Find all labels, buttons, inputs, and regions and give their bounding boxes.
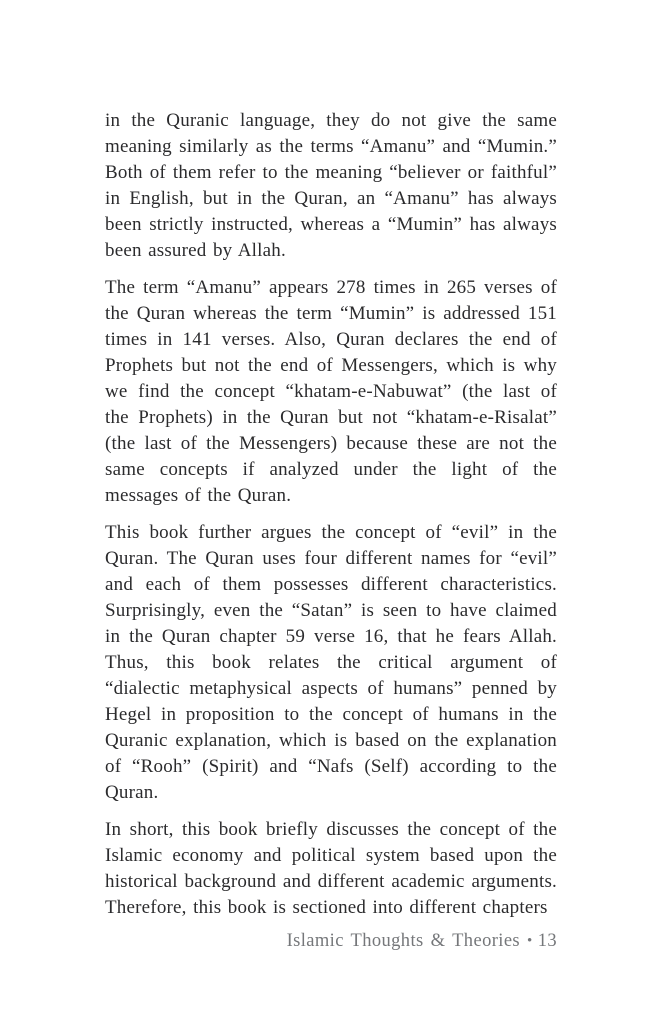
page-number: 13 [537,931,557,951]
paragraph-2: The term “Amanu” appears 278 times in 265 verses of the Quran whereas the term “Mumin” is addressed 151 times in 141 verses. Also, Quran declares the end of Prophets but not the end of Messengers, which is why we find the concept “khatam-e-Nabuwat” (the last of the Prophets) in the Quran but not “khatam-e-Risalat” (the last of the Messengers) because these are not the same concepts if analyzed under the light of the messages of the Quran. [105,277,557,506]
running-title: Islamic Thoughts & Theories [286,931,521,951]
paragraph-1: in the Quranic language, they do not give the same meaning similarly as the terms “Amanu” and “Mumin.” Both of them refer to the meaning “believer or faithful” in English, but in the Quran, an “Amanu” has always been strictly instructed, whereas a “Mumin” has always been assured by Allah. [105,110,557,261]
paragraph-3: This book further argues the concept of “evil” in the Quran. The Quran uses four different names for “evil” and each of them possesses different characteristics. Surprisingly, even the “Satan” is seen to have claimed in the Quran chapter 59 verse 16, that he fears Allah. Thus, this book relates the critical argument of “dialectic metaphysical aspects of humans” penned by Hegel in proposition to the concept of humans in the Quranic explanation, which is based on the explanation of “Rooh” (Spirit) and “Nafs (Self) according to the Quran. [105,522,557,803]
bullet-separator: • [527,933,533,949]
paragraph-4: In short, this book briefly discusses the concept of the Islamic economy and political system based upon the historical background and different academic arguments. Therefore, this book is sectioned into different chapters [105,819,557,918]
body-text-block [105,108,557,932]
page-footer [105,928,557,954]
